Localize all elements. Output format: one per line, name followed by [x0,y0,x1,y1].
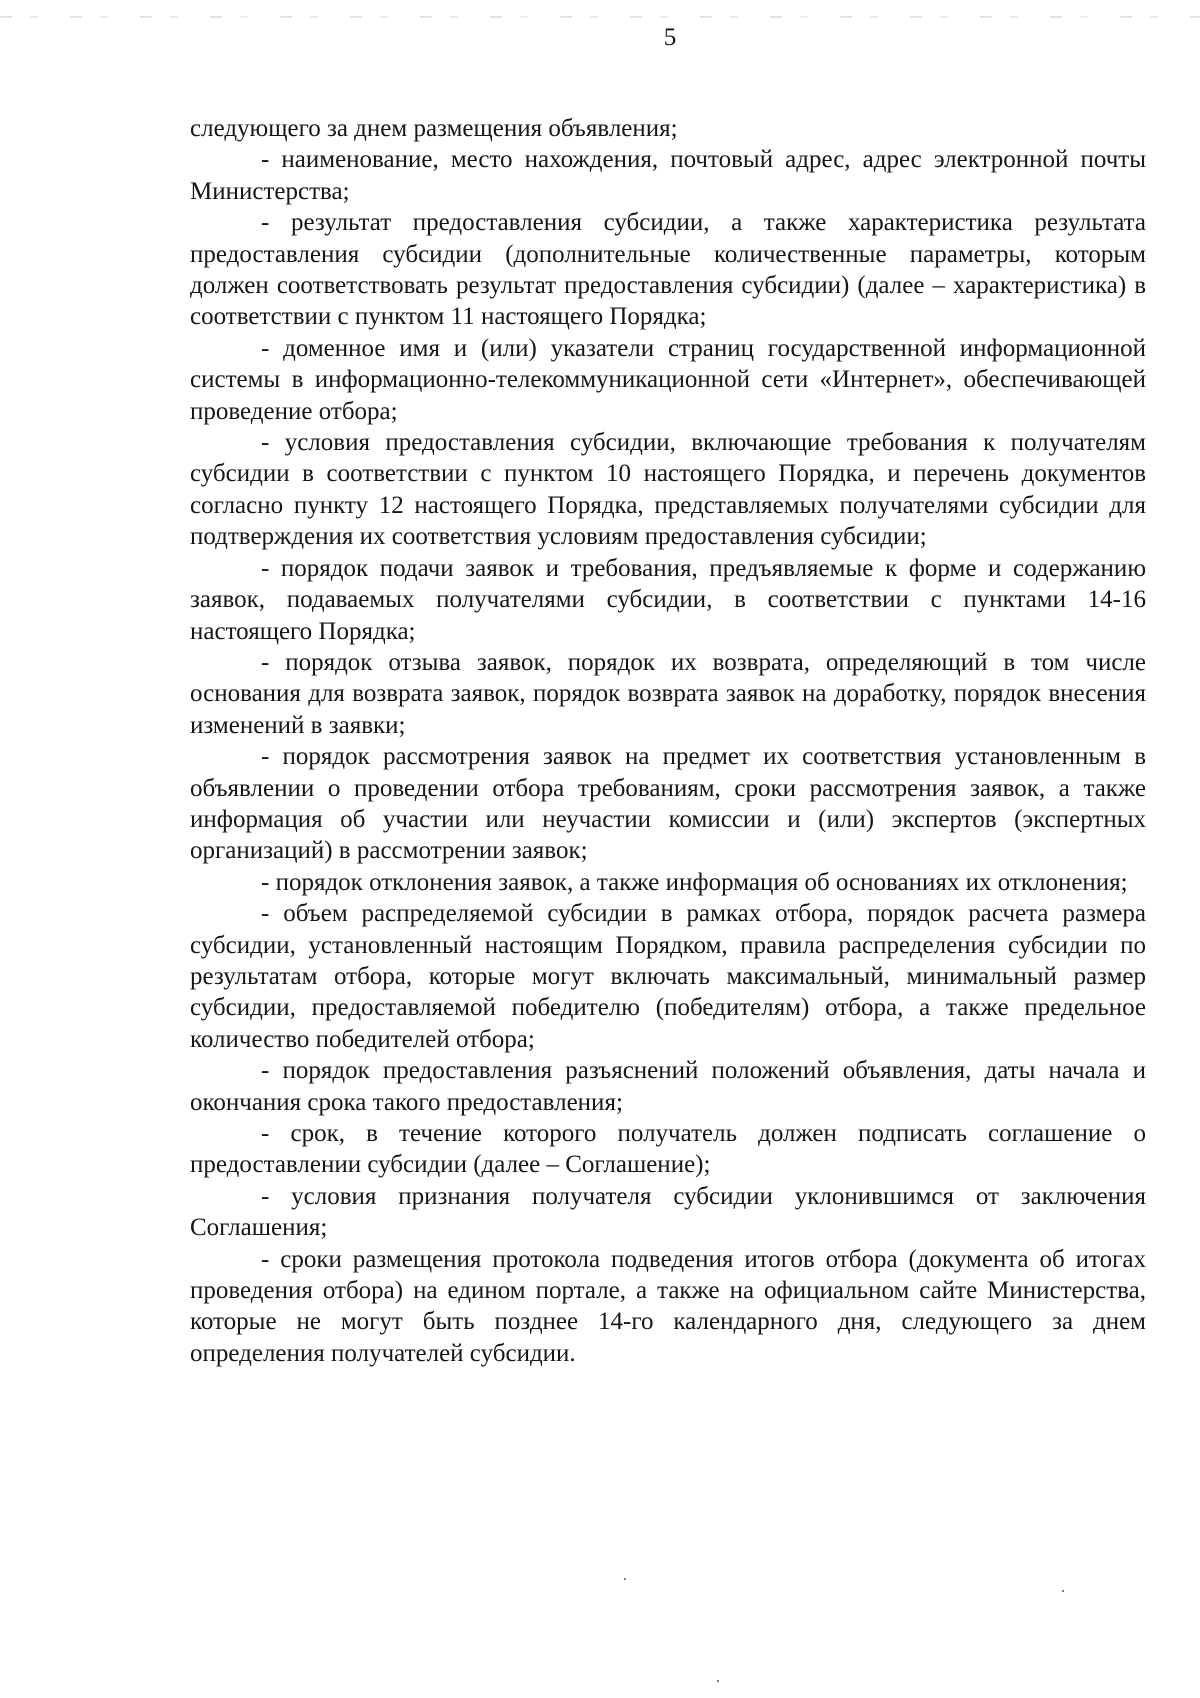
list-item: - порядок отклонения заявок, а также информация об основаниях их отклонения; [261,868,1128,896]
list-item: - срок, в течение которого получатель должен подписать соглашение о предоставлении субсидии (далее – Соглашение); [190,1120,1146,1179]
scan-edge-artifact [0,16,1200,18]
scan-speck [1062,1590,1064,1592]
scan-speck [624,1578,626,1580]
list-item: - доменное имя и (или) указатели страниц государственной информационной системы в информационно-телекоммуникационной сети «Интернет», обеспечивающей проведение отбора; [190,334,1146,425]
body-text [190,113,1146,1369]
list-item: - условия признания получателя субсидии уклонившимся от заключения Соглашения; [190,1182,1146,1242]
scan-speck [717,1680,719,1682]
list-item: - порядок подачи заявок и требования, предъявляемые к форме и содержанию заявок, подаваемых получателями субсидии, в соответствии с пунктами 14-16 настоящего Порядка; [190,554,1146,645]
list-item: - наименование, место нахождения, почтовый адрес, адрес электронной почты Министерства; [190,146,1146,205]
list-item: - сроки размещения протокола подведения итогов отбора (документа об итогах проведения отбора) на едином портале, а также на официальном сайте Министерства, которые не могут быть позднее 14-го календарного дня, следующего за днем определения получателей субсидии. [190,1245,1146,1367]
list-item: - результат предоставления субсидии, а также характеристика результата предоставления субсидии (дополнительные количественные параметры, которым должен соответствовать результат предоставления субсидии) (далее – характеристика) в соответствии с пунктом 11 настоящего Порядка; [190,209,1146,331]
page-number: 5 [663,24,677,51]
list-item: - порядок отзыва заявок, порядок их возврата, определяющий в том числе основания для возврата заявок, порядок возврата заявок на доработку, порядок внесения изменений в заявки; [190,648,1146,739]
list-item: - порядок рассмотрения заявок на предмет их соответствия установленным в объявлении о проведении отбора требованиям, сроки рассмотрения заявок, а также информация об участии или неучастии комиссии и (или) экспертов (экспертных организаций) в рассмотрении заявок; [190,743,1146,865]
lead-line: следующего за днем размещения объявления; [190,115,678,142]
list-item: - порядок предоставления разъяснений положений объявления, даты начала и окончания срока такого предоставления; [190,1057,1146,1116]
list-item: - объем распределяемой субсидии в рамках отбора, порядок расчета размера субсидии, установленный настоящим Порядком, правила распределения субсидии по результатам отбора, которые могут включать максимальный, минимальный размер субсидии, предоставляемой победителю (победителям) отбора, а также предельное количество победителей отбора; [190,900,1146,1053]
list-item: - условия предоставления субсидии, включающие требования к получателям субсидии в соответствии с пунктом 10 настоящего Порядка, и перечень документов согласно пункту 12 настоящего Порядка, представляемых получателями субсидии для подтверждения их соответствия условиям предоставления субсидии; [190,429,1146,551]
